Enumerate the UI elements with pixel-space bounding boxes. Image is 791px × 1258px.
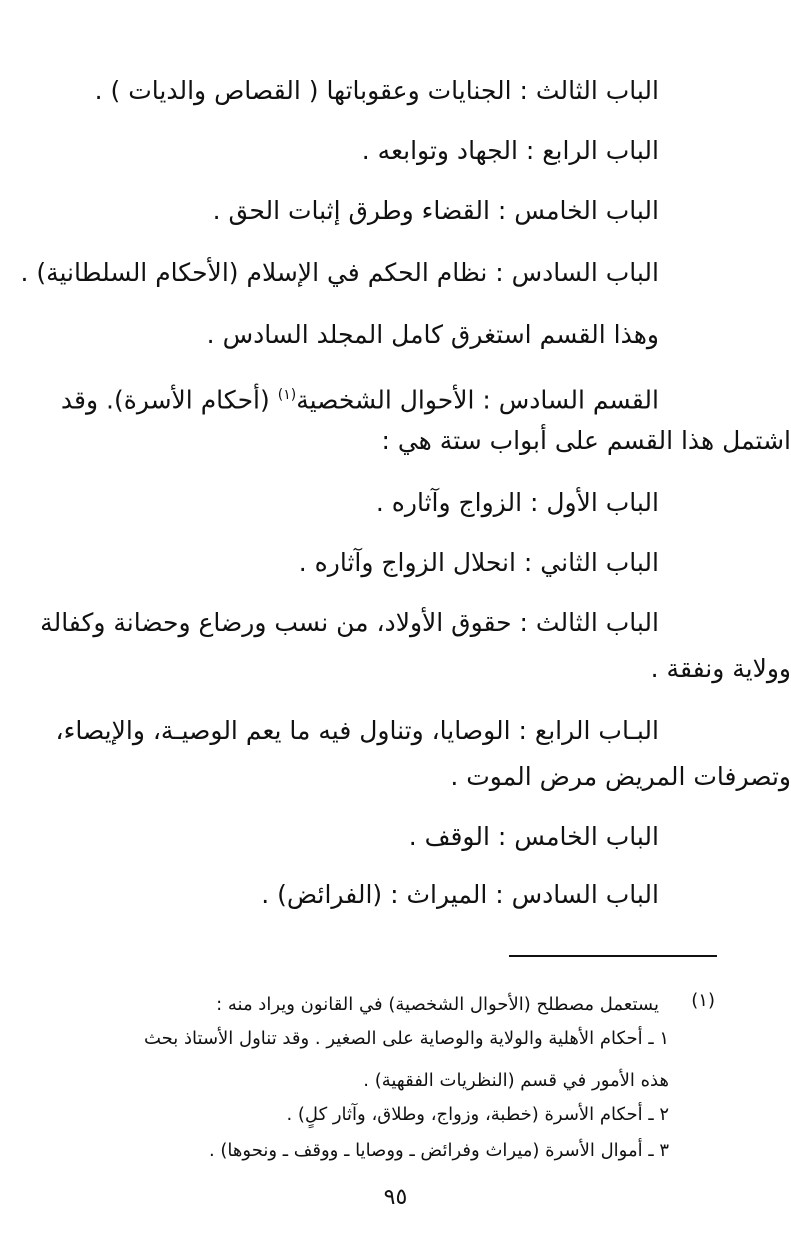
chapter-1-marriage: الباب الأول : الزواج وآثاره . xyxy=(375,488,659,517)
section-6-intro-line: اشتمل هذا القسم على أبواب ستة هي : xyxy=(381,426,791,455)
chapter-2-dissolution: الباب الثاني : انحلال الزواج وآثاره . xyxy=(298,548,659,577)
section-6-heading xyxy=(42,376,659,419)
chapter-3-children-line2: وولاية ونفقة . xyxy=(650,654,791,683)
footnote-item-3: ٣ ـ أموال الأسرة (ميراث وفرائض ـ ووصايا ـ ووقف ـ ونحوها) . xyxy=(208,1140,669,1161)
chapter-4-wills-line2: وتصرفات المريض مرض الموت . xyxy=(450,762,791,791)
chapter-6-inheritance: الباب السادس : الميراث : (الفرائض) . xyxy=(261,880,659,909)
chapter-6-governance: الباب السادس : نظام الحكم في الإسلام (الأحكام السلطانية) . xyxy=(20,258,659,287)
footnote-item-1-line1: ١ ـ أحكام الأهلية والولاية والوصاية على الصغير . وقد تناول الأستاذ بحث xyxy=(143,1028,669,1049)
section-6-title: القسم السادس : الأحوال الشخصية xyxy=(296,385,659,415)
chapter-5-judiciary: الباب الخامس : القضاء وطرق إثبات الحق . xyxy=(212,196,659,225)
chapter-4-jihad: الباب الرابع : الجهاد وتوابعه . xyxy=(361,136,659,165)
chapter-3-criminal: الباب الثالث : الجنايات وعقوباتها ( القصاص والديات ) . xyxy=(94,76,659,105)
chapter-4-wills-line1: البـاب الرابع : الوصايا، وتناول فيه ما يعم الوصيـة، والإيصاء، xyxy=(55,716,659,745)
footnote-intro: يستعمل مصطلح (الأحوال الشخصية) في القانون ويراد منه : xyxy=(216,994,659,1015)
footnote-marker: (١) xyxy=(691,990,715,1011)
volume-note: وهذا القسم استغرق كامل المجلد السادس . xyxy=(206,320,659,349)
footnote-item-2: ٢ ـ أحكام الأسرة (خطبة، وزواج، وطلاق، وآثار كلٍ) . xyxy=(286,1104,669,1125)
page-number: ٩٥ xyxy=(383,1185,408,1210)
chapter-3-children-line1: الباب الثالث : حقوق الأولاد، من نسب ورضاع وحضانة وكفالة xyxy=(40,608,659,637)
footnote-item-1-line2: هذه الأمور في قسم (النظريات الفقهية) . xyxy=(363,1070,669,1091)
section-6-subtitle: (أحكام الأسرة). وقد xyxy=(60,385,278,415)
footnote-divider xyxy=(509,955,717,957)
footnote-reference: (١) xyxy=(277,387,297,403)
chapter-5-endowment: الباب الخامس : الوقف . xyxy=(408,822,659,851)
